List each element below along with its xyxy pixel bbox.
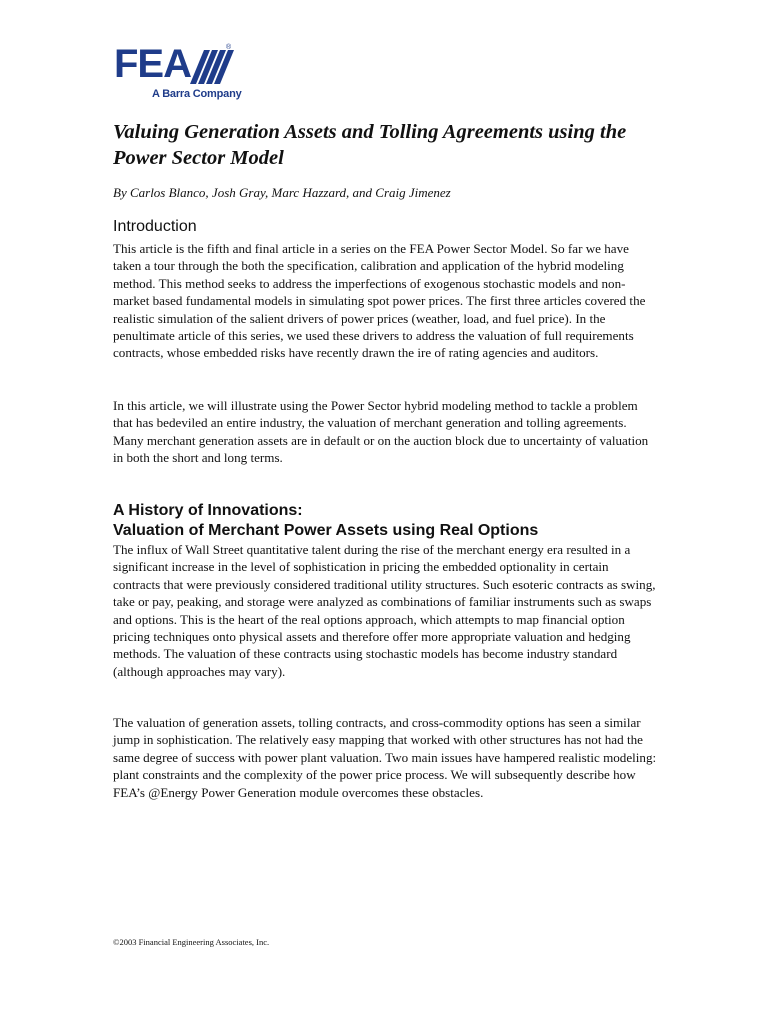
section-heading-history: A History of Innovations: bbox=[113, 502, 303, 519]
fea-logo bbox=[114, 44, 244, 104]
intro-paragraph-1: This article is the fifth and final article in a series on the FEA Power Sector Model. So far we have taken a tour through the both the specification, calibration and application of the hybrid modeling method. This method seeks to address the imperfections of exogenous stochastic models and non-market based fundamental models in simulating spot power prices. The first three articles covered the realistic simulation of the salient drivers of power prices (weather, load, and fuel price). In the penultimate article of this series, we used these drivers to address the valuation of full requirements contracts, whose embedded risks have recently drawn the ire of rating agencies and auditors. bbox=[113, 241, 646, 361]
registered-mark: ® bbox=[226, 44, 232, 51]
copyright-footer: ©2003 Financial Engineering Associates, Inc. bbox=[113, 937, 270, 947]
article-authors: By Carlos Blanco, Josh Gray, Marc Hazzard, and Craig Jimenez bbox=[113, 185, 451, 200]
logo-stripes-icon bbox=[190, 50, 240, 84]
logo-tagline: A Barra Company bbox=[152, 88, 242, 100]
history-paragraph-2: The valuation of generation assets, tolling contracts, and cross-commodity options has seen a similar jump in sophistication. The relatively easy mapping that worked with other structures has not had the same degree of success with power plant valuation. Two main issues have hampered realistic modeling: plant constraints and the complexity of the power price process. We will subsequently describe how FEA’s @Energy Power Generation module overcomes these obstacles. bbox=[113, 715, 657, 800]
intro-paragraph-2: In this article, we will illustrate using the Power Sector hybrid modeling method to tackle a problem that has bedeviled an entire industry, the valuation of merchant generation and tolling agreements. Many merchant generation assets are in default or on the auction block due to uncertainty of valuation in both the short and long terms. bbox=[113, 398, 649, 466]
logo-wordmark: FEA bbox=[114, 42, 191, 86]
section-subheading-history: Valuation of Merchant Power Assets using Real Options bbox=[113, 522, 539, 539]
section-heading-introduction: Introduction bbox=[113, 218, 197, 235]
history-paragraph-1: The influx of Wall Street quantitative talent during the rise of the merchant energy era resulted in a significant increase in the level of sophistication in pricing the embedded optionality in certain contracts that were previously considered traditional utility structures. Such esoteric contracts as swing, take or pay, peaking, and storage were analyzed as combinations of familiar instruments such as swaps and options. This is the heart of the real options approach, which attempts to map financial option pricing techniques onto physical assets and therefore offer more appropriate valuation and hedging methods. The valuation of these contracts using stochastic models has become industry standard (although approaches may vary). bbox=[113, 542, 656, 679]
article-title: Valuing Generation Assets and Tolling Agreements using the Power Sector Model bbox=[113, 121, 627, 169]
